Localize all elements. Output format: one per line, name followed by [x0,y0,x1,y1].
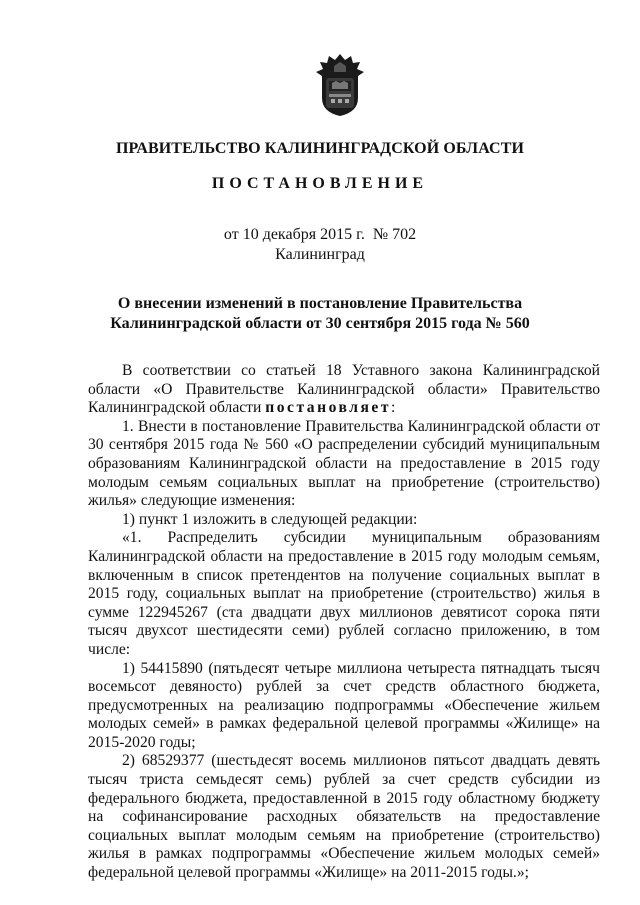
paragraph-amount-1: 1) 54415890 (пятьдесят четыре миллиона четыреста пятнадцать тысяч восемьсот девяносто) рублей за счет средств областного бюджета, предусмотренных на реализацию подпрограммы «Обеспечение жильем молодых семей» в рамках федеральной целевой программы «Жилище» на 2015-2020 годы; [88,659,600,751]
document-date: от 10 декабря 2015 г. [223,226,365,243]
document-city: Калининград [275,246,365,263]
title-line-2: Калининградской области от 30 сентября 2015 года № 560 [110,315,530,332]
paragraph-item-1: 1. Внести в постановление Правительства Калининградской области от 30 сентября 2015 года № 560 «О распределении субсидий муниципальным образованиям Калининградской области на предоставление в 2015 году молодым семьям социальных выплат на приобретение (строительство) жилья» следующие изменения: [88,417,600,510]
preamble-text: В соответствии со статьей 18 Уставного закона Калининградской области «О Правительстве Калининградской области» Правительство Калининградской области [88,362,600,417]
document-title [0,294,640,334]
preamble-colon: : [390,399,396,417]
date-line [0,226,640,244]
coat-of-arms-emblem [312,52,368,118]
document-type: ПОСТАНОВЛЕНИЕ [211,175,429,192]
organization-title: ПРАВИТЕЛЬСТВО КАЛИНИНГРАДСКОЙ ОБЛАСТИ [115,140,525,157]
paragraph-quoted-1: «1. Распределить субсидии муниципальным образованиям Калининградской области на предоставление в 2015 году молодым семьям, включенным в список претендентов на получение социальных выплат в 2015 году, социальных выплат на приобретение (строительство) жилья в сумме 122945267 (ста двадцати двух миллионов девятисот сорока пяти тысяч двухсот шестидесяти семи) рублей согласно приложению, в том числе: [88,529,600,658]
document-number: № 702 [372,226,417,243]
paragraph-subitem-1: 1) пункт 1 изложить в следующей редакции: [122,510,418,528]
paragraph-amount-2: 2) 68529377 (шестьдесят восемь миллионов пятьсот двадцать девять тысяч триста семьдесят семь) рублей за счет средств субсидии из федерального бюджета, предоставленной в 2015 году областному бюджету на софинансирование расходных обязательств на предоставление социальных выплат молодым семьям на приобретение (строительство) жилья в рамках подпрограммы «Обеспечение жильем молодых семей» федеральной целевой программы «Жилище» на 2011-2015 годы.»; [88,752,600,882]
paragraph-preamble [88,362,600,418]
document-body [88,362,600,883]
preamble-verb: постановляет [265,399,391,417]
title-line-1: О внесении изменений в постановление Правительства [117,295,523,312]
